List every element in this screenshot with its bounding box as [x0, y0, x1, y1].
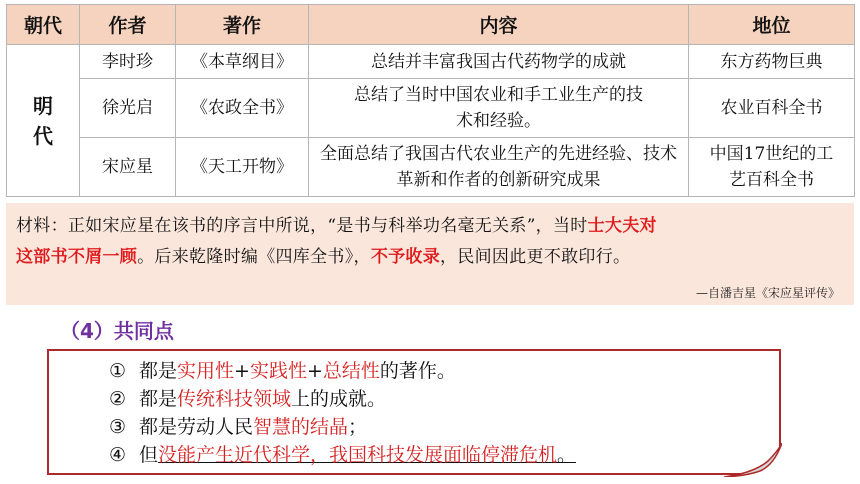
header-work: 著作	[176, 5, 309, 45]
content-cell: 总结了当时中国农业和手工业生产的技术和经验。	[309, 79, 689, 137]
work-cell: 《农政全书》	[176, 79, 309, 137]
point-item: ④ 但没能产生近代科学，我国科技发展面临停滞危机。	[109, 444, 577, 466]
header-content: 内容	[309, 5, 689, 45]
author-cell: 李时珍	[80, 45, 176, 79]
point-item: ③ 都是劳动人民智慧的结晶；	[109, 416, 368, 438]
header-status: 地位	[689, 5, 855, 45]
header-dynasty: 朝代	[7, 5, 80, 45]
content-cell: 全面总结了我国古代农业生产的先进经验、技术革新和作者的创新研究成果	[309, 137, 689, 196]
works-table	[6, 4, 854, 197]
highlight-text: 士大夫对	[587, 216, 657, 236]
status-cell: 中国17世纪的工艺百科全书	[689, 137, 855, 196]
author-cell: 徐光启	[80, 79, 176, 137]
table-row	[7, 137, 855, 196]
point-item: ② 都是传统科技领域上的成就。	[109, 388, 387, 410]
header-author: 作者	[80, 5, 176, 45]
author-cell: 宋应星	[80, 137, 176, 196]
page-curl-icon	[724, 443, 782, 477]
highlight-text: 这部书不屑一顾	[16, 247, 138, 267]
status-cell: 东方药物巨典	[689, 45, 855, 79]
material-quote	[6, 203, 854, 305]
table-row	[7, 79, 855, 137]
section-title: （4）共同点	[60, 319, 174, 343]
point-item: ① 都是实用性+实践性+总结性的著作。	[109, 360, 456, 382]
material-line-2: 这部书不屑一顾。后来乾隆时编《四库全书》，不予收录，民间因此更不敢印行。	[16, 247, 631, 267]
content-cell: 总结并丰富我国古代药物学的成就	[309, 45, 689, 79]
highlight-text: 不予收录	[370, 247, 441, 267]
table-row	[7, 45, 855, 79]
material-line-1: 材料：正如宋应星在该书的序言中所说，“是书与科举功名毫无关系”，当时士大夫对	[16, 216, 657, 236]
common-points-box	[47, 349, 781, 475]
work-cell: 《天工开物》	[176, 137, 309, 196]
material-source: —自潘吉星《宋应星评传》	[695, 286, 840, 300]
table-header-row	[7, 5, 855, 45]
status-cell: 农业百科全书	[689, 79, 855, 137]
work-cell: 《本草纲目》	[176, 45, 309, 79]
dynasty-cell: 明 代	[7, 45, 80, 197]
